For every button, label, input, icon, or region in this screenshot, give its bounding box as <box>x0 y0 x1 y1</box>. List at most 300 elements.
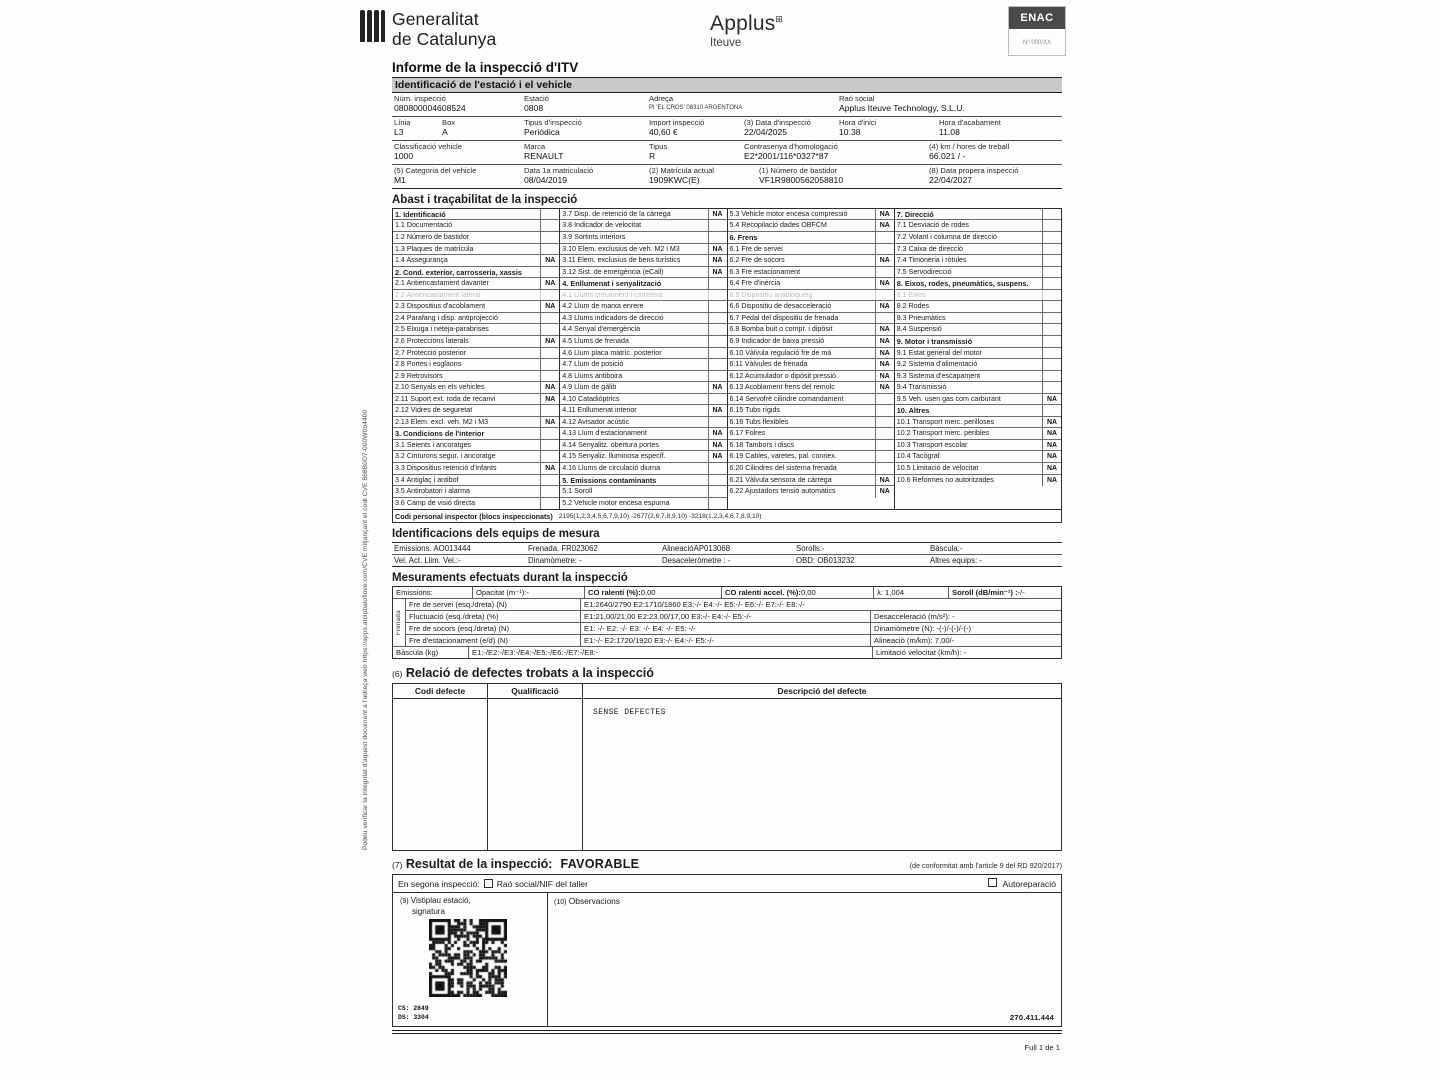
applus-name-text: Applus <box>710 12 776 35</box>
scope-item-na <box>1042 244 1061 255</box>
label: Dinamòmetre: <box>528 556 577 566</box>
scope-item-na: NA <box>875 324 894 335</box>
page-title: Informe de la inspecció d'ITV <box>392 60 579 75</box>
scope-column-3 <box>728 209 895 509</box>
label: Data 1a matriculació <box>524 165 594 175</box>
scope-item-na <box>540 475 559 486</box>
value: M1 <box>394 175 406 186</box>
scope-item-label: 10.4 Tacògraf <box>896 452 940 461</box>
value: 40,60 € <box>649 127 678 138</box>
scope-item-na: NA <box>875 220 894 231</box>
equipment-row <box>392 555 1062 566</box>
scope-item-row <box>393 475 559 487</box>
scope-item-na <box>708 359 727 370</box>
result-legal-note: (de conformitat amb l'article 9 del RD 920/2017) <box>909 861 1062 871</box>
value: - <box>959 544 963 554</box>
second-inspection-row <box>393 875 1061 893</box>
scope-item-na <box>1042 359 1061 370</box>
label: Frenada. <box>528 544 560 554</box>
label: Núm. inspecció <box>394 94 446 103</box>
scope-item-row <box>728 301 894 313</box>
scope-item-na <box>875 405 894 416</box>
scope-item-na <box>708 290 727 301</box>
scope-item-na <box>1042 255 1061 266</box>
value: 1000 <box>394 151 414 162</box>
label: Import inspecció <box>649 117 705 127</box>
label: Limitació velocitat (km/h): <box>876 648 962 658</box>
scope-item-na <box>1042 324 1061 335</box>
scope-item-row <box>895 394 1061 406</box>
autoreparacio-checkbox[interactable] <box>988 878 997 887</box>
applus-subbrand: Iteuve <box>710 37 742 49</box>
scope-item-na <box>875 463 894 474</box>
section-scope-header: Abast i traçabilitat de la inspecció <box>392 193 578 206</box>
scope-item-row <box>728 220 894 232</box>
scope-item-row <box>728 324 894 336</box>
scope-item-label: 4.9 Llum de gàlib <box>562 383 617 392</box>
scope-item-row <box>560 336 726 348</box>
scope-item-na <box>540 313 559 324</box>
scope-item-row <box>393 324 559 336</box>
value: - <box>458 556 461 566</box>
scope-item-row <box>728 451 894 463</box>
scope-item-label: 6.16 Tubs flexibles <box>729 417 789 426</box>
scope-item-label: 4.2 Llum de marxa enrere <box>562 302 644 311</box>
scope-item-row <box>560 267 726 279</box>
field-marca <box>522 141 647 164</box>
meas-fre-servei-label: Fre de servei (esq./dreta) (N) <box>406 599 581 610</box>
meas-fluctuacio-value: E1:21,00/21,00 E2:23,00/17,00 E3:-/- E4:-/- E5:-/- <box>581 611 871 622</box>
value: 08/04/2019 <box>524 175 568 186</box>
scope-item-label: 5.3 Vehicle motor encesa compressió <box>729 209 848 218</box>
scope-item-na: NA <box>708 267 727 278</box>
scope-item-row <box>560 313 726 325</box>
scope-item-label: 4.11 Enllumenat interior <box>562 406 637 415</box>
meas-fre-estac-value: E1:-/- E2:1720/1920 E3:-/- E4:-/- E5:-/- <box>581 635 871 646</box>
scope-item-row <box>560 324 726 336</box>
equip-altres <box>928 555 1062 566</box>
scope-item-label: 9.5 Veh. usen gas com carburant <box>896 394 1001 403</box>
label: Estació <box>524 94 549 103</box>
field-data-propera-inspeccio <box>927 165 1062 188</box>
equip-alineacio <box>660 543 794 554</box>
scope-item-label: 6.17 Folres <box>729 429 765 438</box>
scope-item-row <box>560 232 726 244</box>
label: Soroll (dB/min⁻¹) : <box>952 588 1018 598</box>
identification-row <box>392 117 1062 141</box>
scope-item-label: 2.1 Antiencastament davanter <box>395 279 489 288</box>
scope-item-na: NA <box>875 278 894 289</box>
scope-item-na <box>540 220 559 231</box>
meas-fre-servei-value: E1:2640/2790 E2:1710/1860 E3:-/- E4:-/- E5:-/- E6:-/- E7:-/- E8:-/- <box>584 600 805 610</box>
result-label: Resultat de la inspecció: <box>405 857 553 872</box>
value: 0808 <box>524 103 544 114</box>
scope-item-label: 3.4 Antiglaç i antibof <box>395 475 459 484</box>
value: - <box>979 556 983 566</box>
scope-item-row <box>393 313 559 325</box>
cve-verification-text: Podeu verificar la integritat d'aquest document a l'adreça web https://apps.atcipbalofiove.com/CVE mitjançant el codi CVE 868B0D7-000W0b4400 <box>362 409 369 850</box>
itv-report <box>392 4 1062 1064</box>
scope-item-label: 6.15 Tubs rígids <box>729 406 780 415</box>
scope-item-label: 3.1 Seients i ancoratges <box>395 440 472 449</box>
scope-item-label: 6.13 Acoblament frens del remolc <box>729 383 835 392</box>
result-value: FAVORABLE <box>560 857 640 872</box>
result-line <box>392 857 1062 871</box>
scope-item-na: NA <box>540 255 559 266</box>
scope-item-row <box>393 290 559 302</box>
scope-item-na <box>540 209 559 220</box>
scope-item-row <box>560 486 726 498</box>
scope-item-na: NA <box>875 382 894 393</box>
scope-item-row <box>728 486 894 498</box>
applus-wordmark <box>710 12 783 36</box>
scope-item-row <box>728 475 894 487</box>
scope-item-row <box>895 313 1061 325</box>
field-import <box>647 117 742 140</box>
scope-item-na: NA <box>708 428 727 439</box>
field-tipus-inspeccio <box>522 117 647 140</box>
scope-item-na <box>708 348 727 359</box>
braking-rows <box>406 599 1061 646</box>
equip-sorolls <box>794 543 928 554</box>
scope-item-label: 2.12 Vidres de seguretat <box>395 406 473 415</box>
scope-group-row <box>895 278 1061 290</box>
meas-fre-estacionament-row <box>406 635 1061 646</box>
value: - <box>822 544 825 554</box>
defects-col-descripcio: Descripció del defecte <box>777 686 867 697</box>
scope-item-row <box>560 301 726 313</box>
scope-item-row <box>895 290 1061 302</box>
scope-item-na <box>875 313 894 324</box>
equip-frenada <box>526 543 660 554</box>
meas-alineacio <box>871 635 1061 646</box>
scope-item-na <box>1042 348 1061 359</box>
meas-opacitat <box>473 587 585 598</box>
scope-item-label: 4.3 Llums indicadors de direcció <box>562 313 664 322</box>
scope-item-na: NA <box>875 209 894 220</box>
scope-item-row <box>560 382 726 394</box>
scope-item-label: 2.7 Protecció posterior <box>395 348 466 357</box>
scope-item-label: 7.1 Desviació de rodes <box>896 221 969 230</box>
scope-item-na: NA <box>540 301 559 312</box>
field-matricula <box>647 165 757 188</box>
scope-item-label: 9.2 Sistema d'alimentació <box>896 360 978 369</box>
scope-item-label: 6.18 Tambors i discs <box>729 440 795 449</box>
scope-item-row <box>728 336 894 348</box>
value: -/- <box>1017 588 1025 598</box>
defects-table-body <box>393 699 1061 850</box>
label: Sorolls: <box>796 544 822 554</box>
meas-co-ralenti <box>585 587 722 598</box>
label: (3) Data d'inspecció <box>744 117 811 127</box>
scope-item-label: 3.3 Dispositius retenció d'infants <box>395 463 497 472</box>
defects-col-codi: Codi defecte <box>393 684 488 698</box>
scope-item-na <box>1042 313 1061 324</box>
field-estacio <box>522 93 647 116</box>
scope-item-row <box>393 382 559 394</box>
scope-item-row <box>895 324 1061 336</box>
qr-code <box>429 919 507 997</box>
section-defects-header <box>392 666 1062 680</box>
scope-item-label: 6.14 Servofrè cilindre comandament <box>729 394 844 403</box>
scope-item-row <box>895 382 1061 394</box>
page-footer: Full 1 de 1 <box>1024 1043 1060 1053</box>
scope-item-label: 4. Enllumenat i senyalització <box>562 279 662 289</box>
scope-item-row <box>895 417 1061 429</box>
result-box <box>392 874 1062 1027</box>
scope-item-na <box>1042 209 1061 220</box>
scope-item-label: 2.10 Senyals en els vehicles <box>395 383 485 392</box>
scope-item-label: 2.2 Antiencastament lateral <box>395 290 481 299</box>
scope-item-label: 9.3 Sistema d'escapament <box>896 371 981 380</box>
scope-item-row <box>895 463 1061 475</box>
observations-label: Observacions <box>568 896 620 907</box>
scope-item-label: 7. Direcció <box>896 209 934 219</box>
scope-item-na: NA <box>708 451 727 462</box>
scope-item-na <box>1042 336 1061 347</box>
scope-item-row <box>728 440 894 452</box>
inspector-code-row <box>392 510 1062 523</box>
scope-item-na <box>708 463 727 474</box>
scope-item-row <box>393 498 559 510</box>
scope-item-label: 6.2 Fre de socors <box>729 256 785 265</box>
scope-item-row <box>393 417 559 429</box>
scope-item-row <box>560 428 726 440</box>
ds-code: DS: 3304 <box>398 1013 429 1021</box>
scope-item-row <box>728 371 894 383</box>
scope-item-row <box>728 209 894 221</box>
scope-item-row <box>560 451 726 463</box>
equipment-row <box>392 543 1062 555</box>
label: Marca <box>524 141 546 151</box>
scope-group-row <box>560 475 726 487</box>
section-identification-header: Identificació de l'estació i el vehicle <box>392 77 1062 93</box>
scope-item-na <box>540 232 559 243</box>
label: Altres equips: <box>930 556 978 566</box>
value: - <box>963 648 967 658</box>
scope-item-row <box>895 267 1061 279</box>
label: Alineació <box>662 544 694 554</box>
scope-item-na <box>875 290 894 301</box>
scope-item-label: 8.2 Rodes <box>896 302 930 311</box>
scope-item-row <box>393 371 559 383</box>
scope-item-label: 2.6 Proteccions laterals <box>395 336 469 345</box>
label: Alineació (m/km): <box>874 636 933 646</box>
scope-item-label: 3.12 Sist. de emergència (eCall) <box>562 267 664 276</box>
field-tipus <box>647 141 742 164</box>
field-hora-acabament <box>937 117 1062 140</box>
value: - <box>579 556 582 566</box>
generalitat-bars-icon <box>360 10 385 42</box>
scope-item-na: NA <box>1042 463 1061 474</box>
scope-item-na <box>708 336 727 347</box>
scope-item-na <box>708 371 727 382</box>
scope-item-label: 6.6 Dispositiu de desacceleració <box>729 302 832 311</box>
scope-item-na <box>875 440 894 451</box>
scope-column-1 <box>393 209 560 509</box>
scope-item-label: 1.4 Assegurança <box>395 256 448 265</box>
field-classificacio <box>392 141 522 164</box>
scope-item-label: 9. Motor i transmissió <box>896 336 973 346</box>
scope-item-row <box>895 301 1061 313</box>
scope-item-na: NA <box>708 209 727 220</box>
scope-item-label: 9.1 Estat general del motor <box>896 348 982 357</box>
scope-item-row <box>393 440 559 452</box>
enac-label: ENAC <box>1020 12 1054 24</box>
meas-emissions-label: Emissions: <box>393 587 473 598</box>
value: 0,00 <box>800 588 816 598</box>
label: Classificació vehicle <box>394 141 462 151</box>
scope-item-na: NA <box>875 359 894 370</box>
scope-item-row <box>560 290 726 302</box>
scope-item-na <box>875 244 894 255</box>
field-km-hores <box>927 141 1062 164</box>
scope-item-row <box>560 209 726 221</box>
label: Tipus <box>649 141 668 151</box>
scope-item-row <box>728 290 894 302</box>
scope-item-na <box>708 232 727 243</box>
scope-item-na: NA <box>540 417 559 428</box>
scope-item-na: NA <box>540 382 559 393</box>
scope-item-label: 4.13 Llum d'estacionament <box>562 429 647 438</box>
value: 7,00/- <box>934 636 955 646</box>
scope-item-label: 7.2 Volant i columna de direcció <box>896 233 997 242</box>
scope-item-na <box>708 220 727 231</box>
scope-group-row <box>393 428 559 440</box>
generalitat-wordmark <box>392 10 496 49</box>
scope-item-na: NA <box>540 463 559 474</box>
scope-item-row <box>728 267 894 279</box>
scope-item-label: 4.15 Senyaliz. lluminosa específ. <box>562 452 666 461</box>
meas-fre-socors-value: E1: -/- E2: -/- E3: -/- E4: -/- E5: -/- <box>581 623 871 634</box>
defects-table <box>392 683 1062 851</box>
generalitat-line1: Generalitat <box>392 9 479 29</box>
scope-item-na: NA <box>540 336 559 347</box>
label: Emissions. <box>394 544 432 554</box>
section-measurements-header: Mesuraments efectuats durant la inspecció <box>392 572 628 585</box>
scope-item-na <box>708 417 727 428</box>
label: (8) Data propera inspecció <box>929 165 1019 175</box>
scope-item-label: 10.1 Transport merc. perilloses <box>896 417 995 426</box>
value: 1,004 <box>885 588 905 598</box>
value: Periòdica <box>524 127 560 138</box>
cs-code: CS: 2849 <box>398 1004 429 1012</box>
value: 1909KWC(E) <box>649 175 700 186</box>
value: OB013232 <box>817 556 855 566</box>
label: Línia <box>394 117 411 127</box>
meas-limitacio-velocitat <box>873 647 1061 658</box>
scope-item-na <box>540 371 559 382</box>
observations-label-block <box>554 896 1061 906</box>
field-linia <box>392 117 440 140</box>
scope-item-label: 6.12 Acumulador o dipòsit pressió <box>729 371 836 380</box>
meas-fre-socors-row <box>406 623 1061 635</box>
measurements-braking-block <box>393 599 1061 647</box>
field-num-inspeccio <box>392 93 522 116</box>
scope-item-row <box>728 463 894 475</box>
label: (5) Categoria del vehicle <box>394 165 477 175</box>
value: 22/04/2025 <box>744 127 788 138</box>
scope-item-label: 5. Emissions contaminants <box>562 475 657 485</box>
scope-item-na <box>708 498 727 510</box>
autoreparacio-label: Autoreparació <box>1002 879 1056 890</box>
scope-item-label: 7.3 Caixa de direcció <box>896 244 963 253</box>
scope-item-row <box>728 244 894 256</box>
scope-item-na <box>708 394 727 405</box>
scope-item-na <box>708 324 727 335</box>
label: λ: <box>877 588 883 598</box>
scope-item-na <box>540 498 559 510</box>
scope-item-label: 4.16 Llums de circulació diurna <box>562 463 661 472</box>
scope-item-label: 6.1 Fre de servei <box>729 244 783 253</box>
scope-item-label: 3.9 Sortints interiors <box>562 233 626 242</box>
label: (4) km / hores de treball <box>929 141 1010 151</box>
label: OBD: <box>796 556 816 566</box>
scope-item-label: 1.1 Documentació <box>395 221 453 230</box>
scope-item-row <box>560 463 726 475</box>
scope-item-label: 9.4 Transmissió <box>896 383 947 392</box>
scope-item-row <box>393 220 559 232</box>
value: RENAULT <box>524 151 564 162</box>
scope-item-label: 10.5 Limitació de velocitat <box>896 463 979 472</box>
value: - <box>526 588 529 598</box>
scope-item-na <box>1042 405 1061 416</box>
scope-item-na: NA <box>1042 417 1061 428</box>
identification-row <box>392 141 1062 165</box>
label: Contrasenya d'homologació <box>744 141 838 151</box>
scope-item-label: 4.12 Avisador acústic <box>562 417 630 426</box>
scope-item-label: 2.5 Eixuga i neteja-parabrises <box>395 325 489 334</box>
rao-social-taller-checkbox[interactable] <box>484 879 493 888</box>
scope-item-row <box>560 498 726 510</box>
generalitat-logo <box>360 10 496 49</box>
meas-fluctuacio-row <box>406 611 1061 623</box>
value: FR023062 <box>561 544 598 554</box>
meas-fluctuacio-label: Fluctuació (esq./dreta) (%) <box>406 611 581 622</box>
section-equipment-header: Identificacions dels equips de mesura <box>392 528 600 541</box>
value: 11.08 <box>939 127 960 138</box>
vistiplau-panel <box>393 893 548 1026</box>
scope-item-label: 6.10 Vàlvula regulació fre de mà <box>729 348 832 357</box>
scope-item-na: NA <box>708 382 727 393</box>
scope-item-label: 6.19 Cables, varetes, pal. connex. <box>729 452 837 461</box>
scope-item-row <box>393 348 559 360</box>
scope-item-na <box>540 359 559 370</box>
label: (2) Matrícula actual <box>649 165 714 175</box>
scope-item-na: NA <box>708 244 727 255</box>
scope-item-label: 7.5 Servodirecció <box>896 267 952 276</box>
scope-item-row <box>895 440 1061 452</box>
scope-item-label: 3.7 Disp. de retenció de la càrrega <box>562 209 671 218</box>
scope-group-row <box>895 405 1061 417</box>
measurements-table <box>392 586 1062 659</box>
scope-item-na: NA <box>1042 394 1061 405</box>
scope-item-label: 6.4 Fre d'inèrcia <box>729 279 781 288</box>
enac-subtext: N° 000/XX <box>1022 39 1052 46</box>
value: AO013444 <box>433 544 471 554</box>
scope-group-row <box>895 209 1061 221</box>
label: Dinamòmetre (N): <box>874 624 935 634</box>
scope-item-label: 10.3 Transport escolar <box>896 440 968 449</box>
defects-number: (6) <box>392 669 403 680</box>
scope-item-row <box>895 359 1061 371</box>
scope-item-row <box>560 405 726 417</box>
scope-item-label: 1.3 Plaques de matrícula <box>395 244 474 253</box>
scope-item-row <box>560 440 726 452</box>
equip-desaccelerometre <box>660 555 794 566</box>
result-bottom <box>393 893 1061 1026</box>
scope-item-label: 6.22 Ajustadors tensió automàtics <box>729 487 836 496</box>
